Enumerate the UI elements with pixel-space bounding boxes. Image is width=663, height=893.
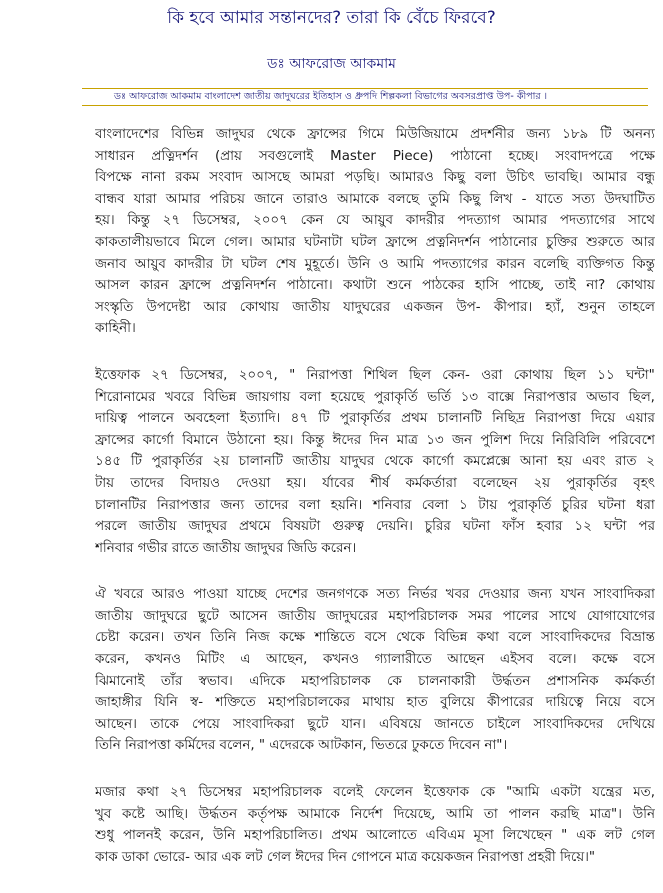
- page-title: কি হবে আমার সন্তানদের? তারা কি বেঁচে ফিরবে?: [167, 8, 496, 28]
- paragraph-line: আসল কারন ফ্রান্সে প্রত্ননিদর্শন পাঠানো। কথাটা শুনে পাঠকের হাসি পাচ্ছে, তাই না? কোথায়: [95, 278, 655, 294]
- paragraph-line: ১৪৫ টি পুরাকৃর্তির ২য় চালানটি জাতীয় যাদুঘর থেকে কার্গো কমপ্লেক্সে আনা হয় এবং রাত ২: [95, 454, 655, 470]
- paragraph-line: করেন, কখনও মিটিং এ আছেন, কখনও গ্যালারীতে আছেন এইসব বলে। কক্ষে বসে: [95, 652, 655, 668]
- paragraph-line: শিরোনামের খবরে বিভিন্ন জায়গায় বলা হয়েছে পুরাকৃর্তি ভর্তি ১৩ বাক্সে নিরাপত্তার অভাব ছিল,: [95, 389, 655, 405]
- paragraph-line: দায়িত্ব পালনে অবহেলা ইত্যাদি। ৪৭ টি পুরাকৃর্তির প্রথম চালানটি নিছিদ্র নিরাপত্তা দিয়ে এয়ার: [95, 411, 655, 427]
- article-paragraph: [95, 782, 655, 868]
- article-paragraph: [95, 584, 655, 757]
- paragraph-line: কাহিনী।: [95, 321, 136, 337]
- paragraph-line: হয়। কিন্তু ২৭ ডিসেম্বর, ২০০৭ কেন যে আয়ুব কাদরীর পদত্যাগ আমার পদত্যাগের সাথে: [95, 213, 655, 229]
- paragraph-line: বান্ধব যারা আমার পরিচয় জানে তারাও আমাকে বলছে তুমি কিছু লিখ - যাতে সত্য উদঘাটিত: [95, 191, 655, 207]
- paragraph-line: ইত্তেফাক ২৭ ডিসেম্বর, ২০০৭, " নিরাপত্তা শিথিল ছিল কেন- ওরা কোথায় ছিল ১১ ঘন্টা": [95, 367, 655, 383]
- paragraph-line: চালানটির নিরাপত্তার জন্য তাদের বলা হয়নি। শনিবার বেলা ১ টায় পুরাকৃর্তি চুরির ঘটনা ধরা: [95, 497, 655, 513]
- paragraph-line: বাংলাদেশের বিভিন্ন জাদুঘর থেকে ফ্রান্সের গিমে মিউজিয়ামে প্রদর্শনীর জন্য ১৮৯ টি অনন্য: [95, 127, 655, 142]
- paragraph-line: সংস্কৃতি উপদেষ্টা আর কোথায় জাতীয় যাদুঘরের একজন উপ- কীপার। হ্যাঁ, শুনুন তাহলে: [95, 299, 655, 315]
- paragraph-line: জনাব আয়ুব কাদরীর টা ঘটল শেষ মুহূর্তে। উনি ও আমি পদত্যাগের কারন বলেছি ব্যক্তিগত কিন্তু: [95, 256, 655, 272]
- author-name: ডঃ আফরোজ আকমাম: [267, 56, 396, 72]
- paragraph-line: ঝিমানোই তাঁর স্বভাব। এদিকে মহাপরিচালক কে চালনাকারী উর্দ্ধতন প্রশাসনিক কর্মকর্তা: [95, 673, 655, 689]
- paragraph-line: কাক ডাকা ভোরে- আর এক লট গেল ঈদের দিন গোপনে মাত্র কয়েকজন নিরাপত্তা প্রহরী দিয়ে।": [95, 849, 596, 865]
- byline-box: [82, 88, 648, 106]
- paragraph-line: শুধু পালনই করেন, উনি মহাপরিচালিত। প্রথম আলোতে এবিএম মূসা লিখেছেন " এক লট গেল: [95, 828, 655, 844]
- paragraph-line: টায় তাদের বিদায়ও দেওয়া হয়। র্যাবের শীর্ষ কর্মকর্তারা বলেছেন ২য় পুরাকৃর্তির বৃহৎ: [95, 475, 655, 491]
- paragraph-line: তিনি নিরাপত্তা কর্মিদের বলেন, " এদেরকে আটকান, ভিতরে ঢুকতে দিবেন না"।: [95, 738, 508, 754]
- paragraph-line: কাকতালীয়ভাবে মিলে গেল। আমার ঘটনাটা ঘটল ফ্রান্সে প্রত্ননিদর্শন পাঠানোর চুক্তির শুরুতে আর: [95, 234, 655, 250]
- paragraph-line: খুব কষ্টে আছি। উর্দ্ধতন কর্তৃপক্ষ আমাকে নির্দেশ দিয়েছে, আমি তা পালন করছি মাত্র"। উনি: [95, 806, 655, 822]
- author-byline: ডঃ আফরোজ আকমাম বাংলাদেশ জাতীয় জাদুঘরের ইতিহাস ও ধ্রুপদি শিল্পকলা বিভাগের অবসরপ্রাপ্ত উপ- কীপার ।: [114, 91, 548, 102]
- article-paragraph: [95, 124, 655, 340]
- paragraph-line: আছেন। তাকে পেয়ে সাংবাদিকরা ছুটে যান। এবিষয়ে জানতে চাইলে সাংবাদিকদের দেখিয়ে: [95, 716, 655, 732]
- paragraph-line: বিপক্ষে নানা রকম সংবাদ আসছে আমরা পড়ছি। আমারও কিছু বলা উচিৎ ভাবছি। আমার বন্ধু: [95, 170, 655, 186]
- paragraph-line: জাতীয় জাদুঘরে ছুটে আসেন জাতীয় জাদুঘরের মহাপরিচালক সমর পালের সাথে যোগাযোগের: [95, 608, 655, 624]
- paragraph-line: ফ্রান্সের কার্গো বিমানে উঠানো হয়। কিন্তু ঈদের দিন মাত্র ১৩ জন পুলিশ দিয়ে নিরিবিলি পরিবেশে: [95, 432, 655, 448]
- paragraph-line: ঐ খবরে আরও পাওয়া যাচ্ছে দেশের জনগণকে সত্য নির্ভর খবর দেওয়ার জন্য যখন সাংবাদিকরা: [95, 587, 655, 603]
- paragraph-line: মজার কথা ২৭ ডিসেম্বর মহাপরিচালক বলেই ফেলেন ইত্তেফাক কে "আমি একটা যন্ত্রের মত,: [95, 785, 655, 801]
- article-body: [95, 124, 655, 893]
- paragraph-line: জাহাঙ্গীর যিনি স্ব- শক্তিতে মহাপরিচালকের মাথায় হাত বুলিয়ে কীপারের দায়িত্বে নিয়ে বসে: [95, 695, 655, 711]
- paragraph-line: চেষ্টা করেন। তখন তিনি নিজ কক্ষে শান্তিতে বসে থেকে বিভিন্ন কথা বলে সাংবাদিকদের বিভ্রান্ত: [95, 630, 655, 646]
- paragraph-line: পরলে জাতীয় জাদুঘর প্রথমে বিষয়টা গুরুত্ব দেয়নি। চুরির ঘটনা ফাঁস হবার ১২ ঘন্টা পর: [95, 519, 655, 535]
- paragraph-line: সাধারন প্রত্নিদর্শন (প্রায় সবগুলোই Master Piece) পাঠানো হচ্ছে। সংবাদপত্রে পক্ষে: [95, 148, 655, 164]
- article-paragraph: [95, 365, 655, 559]
- paragraph-line: শনিবার গভীর রাতে জাতীয় জাদুঘর জিডি করেন।: [95, 540, 357, 556]
